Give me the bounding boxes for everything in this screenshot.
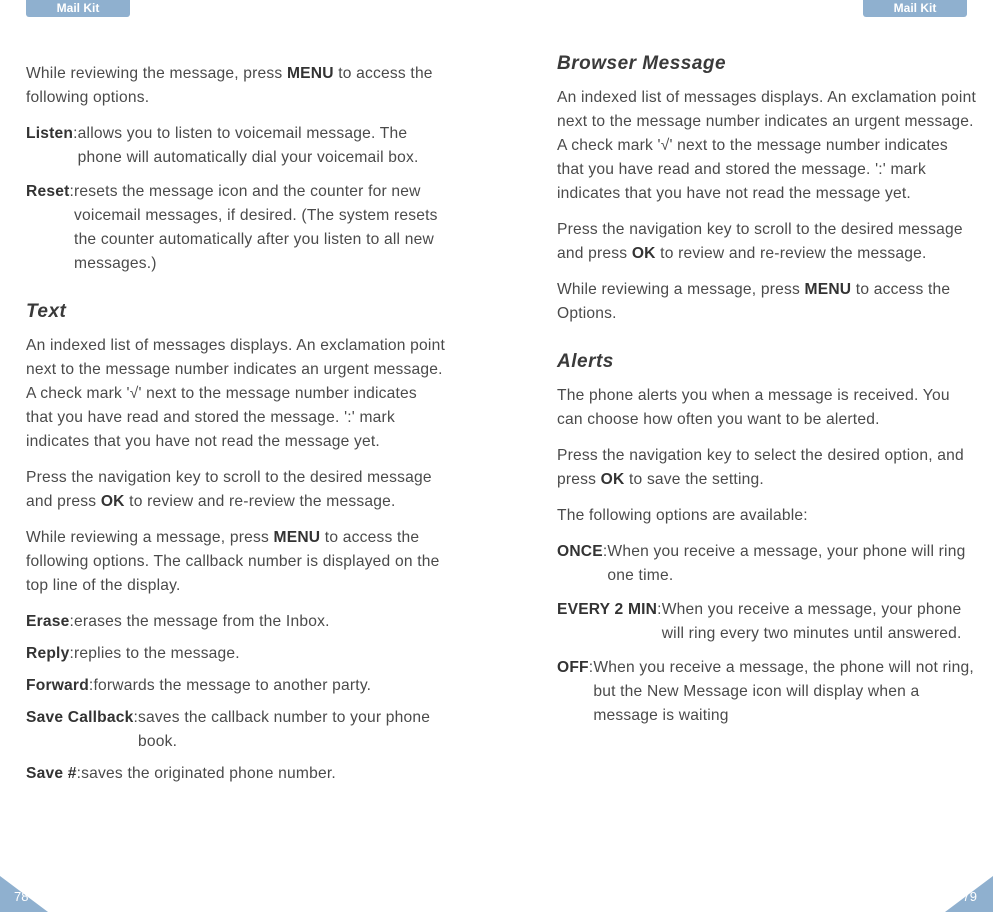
option-save-callback: Save Callback: saves the callback number to your phone book. — [26, 709, 431, 750]
alerts-paragraph-3: The following options are available: — [557, 507, 808, 524]
text-paragraph-2: Press the navigation key to scroll to the desired message and press OK to review and re-review the message. — [26, 469, 432, 510]
left-page — [0, 0, 496, 912]
option-listen: Listen: allows you to listen to voicemail message. The phone will automatically dial your voicemail box. — [26, 125, 419, 166]
section-heading-browser-message: Browser Message — [557, 53, 727, 74]
browser-paragraph-1: An indexed list of messages displays. An exclamation point next to the message number indicates an urgent message. A check mark '√' next to the message number indicates that you have read and stored the message. ':' mark indicates that you have not read the message yet. — [557, 89, 976, 202]
menu-key: MENU — [804, 281, 852, 298]
right-page — [497, 0, 993, 912]
menu-key: MENU — [286, 65, 334, 82]
option-once: ONCE: When you receive a message, your phone will ring one time. — [557, 543, 966, 584]
page-number: 79 — [962, 889, 977, 904]
text-paragraph-1: An indexed list of messages displays. An exclamation point next to the message number indicates an urgent message. A check mark '√' next to the message number indicates that you have read and stored the message. ':' mark indicates that you have not read the message yet. — [26, 337, 445, 450]
option-every-2-min: EVERY 2 MIN: When you receive a message, your phone will ring every two minutes until answered. — [557, 601, 962, 642]
option-off: OFF: When you receive a message, the phone will not ring, but the New Message icon will display when a message is waiting — [557, 659, 974, 724]
text-paragraph-3: While reviewing a message, press MENU to access the following options. The callback number is displayed on the top line of the display. — [26, 529, 440, 594]
option-save-number: Save #: saves the originated phone number. — [26, 765, 336, 782]
option-forward: Forward: forwards the message to another party. — [26, 677, 372, 694]
section-heading-text: Text — [26, 301, 67, 322]
page-number: 78 — [14, 889, 29, 904]
browser-paragraph-3: While reviewing a message, press MENU to access the Options. — [557, 281, 951, 322]
ok-key: OK — [631, 245, 656, 262]
ok-key: OK — [100, 493, 125, 510]
menu-key: MENU — [273, 529, 321, 546]
option-reply: Reply: replies to the message. — [26, 645, 240, 662]
section-tab: Mail Kit — [863, 0, 967, 17]
option-reset: Reset: resets the message icon and the counter for new voicemail messages, if desired. (The system resets the counter automatically after you listen to all new messages.) — [26, 183, 438, 272]
option-erase: Erase: erases the message from the Inbox. — [26, 613, 330, 630]
right-content — [557, 52, 977, 738]
section-tab: Mail Kit — [26, 0, 130, 17]
browser-paragraph-2: Press the navigation key to scroll to the desired message and press OK to review and re-review the message. — [557, 221, 963, 262]
ok-key: OK — [600, 471, 625, 488]
alerts-paragraph-1: The phone alerts you when a message is received. You can choose how often you want to be alerted. — [557, 387, 950, 428]
section-heading-alerts: Alerts — [557, 351, 614, 372]
left-content — [26, 62, 446, 794]
intro-paragraph: While reviewing the message, press MENU to access the following options. — [26, 65, 433, 106]
alerts-paragraph-2: Press the navigation key to select the desired option, and press OK to save the setting. — [557, 447, 964, 488]
